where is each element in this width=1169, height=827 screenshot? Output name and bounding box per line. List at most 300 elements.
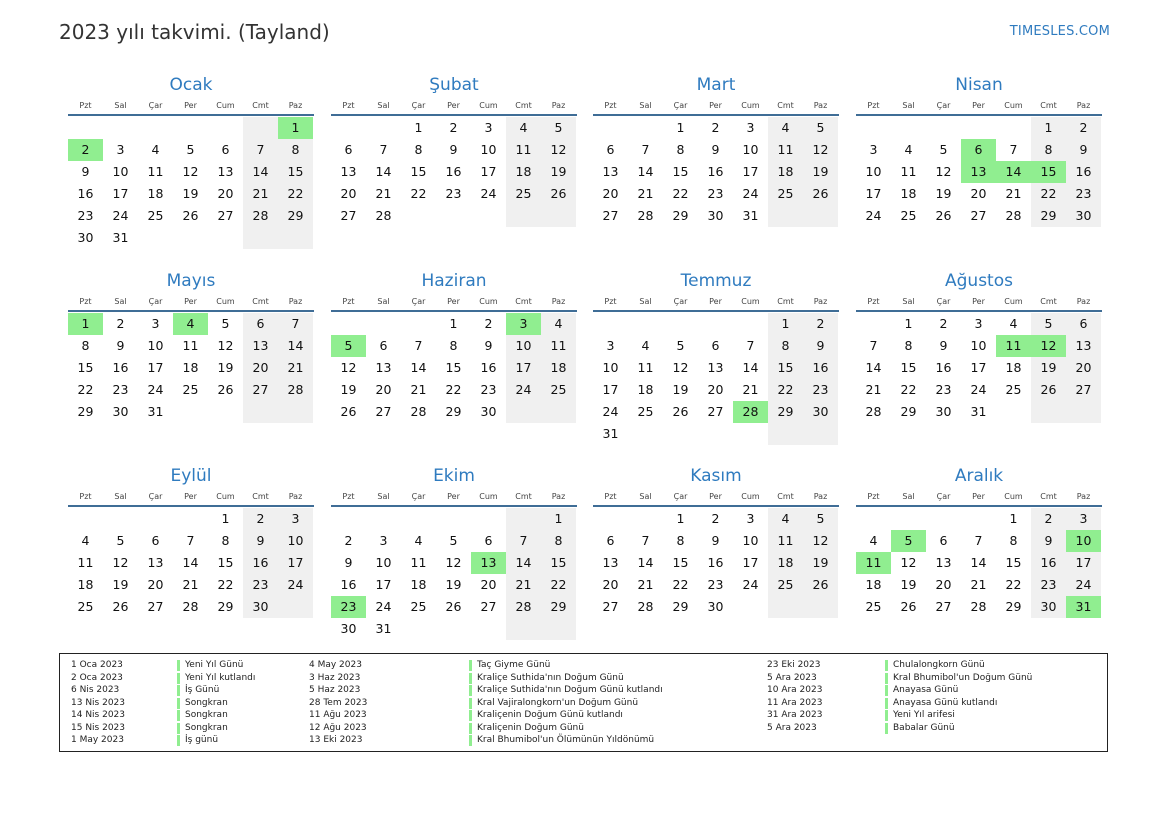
- legend-holiday-name: Kraliçenin Doğum Günü kutlandı: [477, 710, 623, 720]
- weekday-label: Çar: [673, 101, 688, 110]
- legend-holiday-name: Yeni Yıl Günü: [185, 660, 244, 670]
- day-cell: 22: [278, 183, 313, 205]
- day-cell: 15: [278, 161, 313, 183]
- day-cell: 3: [278, 508, 313, 530]
- day-cell: 4: [81, 533, 90, 548]
- day-cell: 20: [217, 186, 234, 201]
- day-cell: 11: [856, 552, 891, 574]
- weekday-label: Paz: [1076, 492, 1091, 501]
- day-cell: 28: [278, 379, 313, 401]
- empty-cell: [961, 117, 996, 139]
- weekday-label: Paz: [813, 492, 828, 501]
- day-cell: 18: [541, 357, 576, 379]
- day-cell: 6: [939, 533, 948, 548]
- day-grid: [856, 313, 1102, 423]
- day-cell: 15: [1005, 555, 1022, 570]
- weekday-label: Cmt: [252, 101, 269, 110]
- empty-cell: [663, 423, 698, 445]
- weekday-label: Sal: [114, 101, 127, 110]
- day-cell: 28: [865, 404, 882, 419]
- legend-holiday-name: Kral Bhumibol'un Doğum Günü: [893, 672, 1033, 683]
- day-cell: 5: [449, 533, 458, 548]
- empty-cell: [278, 401, 313, 423]
- month-name: Ocak: [169, 75, 213, 95]
- day-cell: 8: [676, 533, 685, 548]
- day-cell: 18: [637, 382, 654, 397]
- day-cell: 1: [1009, 511, 1018, 526]
- legend-holiday-name: Songkran: [185, 722, 228, 733]
- day-cell: 11: [410, 555, 427, 570]
- day-grid: [856, 117, 1102, 227]
- month-name: Eylül: [170, 466, 212, 486]
- day-cell: 24: [278, 574, 313, 596]
- weekday-header: [68, 491, 314, 507]
- day-cell: 22: [672, 186, 689, 201]
- empty-cell: [593, 117, 628, 139]
- weekday-label: Çar: [673, 492, 688, 501]
- day-cell: 31: [112, 230, 129, 245]
- weekday-label: Cmt: [1040, 492, 1057, 501]
- weekday-header: [593, 296, 839, 312]
- day-cell: 2: [1066, 117, 1101, 139]
- legend-date: 31 Ara 2023: [767, 710, 823, 720]
- day-cell: 27: [602, 208, 619, 223]
- weekday-label: Cum: [479, 297, 498, 306]
- day-grid: [68, 117, 314, 249]
- day-cell: 15: [77, 360, 94, 375]
- month-name: Kasım: [690, 466, 742, 486]
- weekday-header: [593, 100, 839, 116]
- legend-holiday-name: Yeni Yıl kutlandı: [185, 672, 256, 683]
- day-cell: 20: [970, 186, 987, 201]
- day-grid: [331, 117, 577, 227]
- day-cell: 21: [865, 382, 882, 397]
- weekday-header: [68, 100, 314, 116]
- day-cell: 8: [221, 533, 230, 548]
- day-cell: 26: [182, 208, 199, 223]
- empty-cell: [803, 596, 838, 618]
- empty-cell: [366, 313, 401, 335]
- weekday-label: Çar: [411, 101, 426, 110]
- day-cell: 27: [243, 379, 278, 401]
- empty-cell: [768, 596, 803, 618]
- day-cell: 13: [1066, 335, 1101, 357]
- weekday-label: Pzt: [79, 297, 92, 306]
- day-cell: 24: [602, 404, 619, 419]
- day-cell: 10: [147, 338, 164, 353]
- weekday-label: Per: [709, 297, 722, 306]
- empty-cell: [366, 508, 401, 530]
- month-6: [331, 268, 577, 423]
- weekday-label: Çar: [411, 297, 426, 306]
- day-cell: 17: [112, 186, 129, 201]
- month-1: [68, 72, 314, 249]
- day-cell: 24: [742, 577, 759, 592]
- month-10: [331, 463, 577, 640]
- day-cell: 12: [445, 555, 462, 570]
- day-cell: 3: [151, 316, 160, 331]
- day-cell: 20: [480, 577, 497, 592]
- empty-cell: [628, 508, 663, 530]
- legend-holiday-name: Songkran: [185, 697, 228, 708]
- day-cell: 16: [707, 555, 724, 570]
- day-cell: 25: [410, 599, 427, 614]
- day-cell: 19: [182, 186, 199, 201]
- empty-cell: [593, 508, 628, 530]
- month-2: [331, 72, 577, 227]
- day-cell: 26: [340, 404, 357, 419]
- weekday-header: [331, 296, 577, 312]
- day-cell: 14: [375, 164, 392, 179]
- legend-date: 11 Ağu 2023: [309, 710, 367, 720]
- legend-date: 10 Ara 2023: [767, 685, 823, 695]
- day-cell: 22: [410, 186, 427, 201]
- day-cell: 23: [1066, 183, 1101, 205]
- day-cell: 25: [182, 382, 199, 397]
- day-cell: 13: [217, 164, 234, 179]
- day-cell: 20: [1066, 357, 1101, 379]
- legend-date: 5 Haz 2023: [309, 685, 361, 695]
- empty-cell: [506, 205, 541, 227]
- day-cell: 19: [1031, 357, 1066, 379]
- day-cell: 30: [803, 401, 838, 423]
- day-cell: 20: [602, 186, 619, 201]
- weekday-label: Cum: [1004, 101, 1023, 110]
- empty-cell: [243, 117, 278, 139]
- day-cell: 9: [484, 338, 493, 353]
- day-cell: 27: [935, 599, 952, 614]
- weekday-label: Cmt: [515, 492, 532, 501]
- weekday-label: Cmt: [1040, 101, 1057, 110]
- day-cell: 20: [147, 577, 164, 592]
- day-cell: 30: [243, 596, 278, 618]
- day-cell: 7: [746, 338, 755, 353]
- day-cell: 13: [147, 555, 164, 570]
- weekday-label: Çar: [148, 297, 163, 306]
- day-cell: 27: [480, 599, 497, 614]
- empty-cell: [733, 596, 768, 618]
- day-cell: 11: [996, 335, 1031, 357]
- weekday-label: Cmt: [777, 101, 794, 110]
- legend-entry: [767, 684, 1032, 697]
- legend-holiday-name: İş Günü: [185, 685, 220, 695]
- day-cell: 28: [375, 208, 392, 223]
- legend-holiday-name: Kraliçe Suthida'nın Doğum Günü kutlandı: [477, 685, 663, 695]
- legend-entry: [309, 697, 663, 710]
- weekday-label: Paz: [288, 492, 303, 501]
- weekday-label: Çar: [936, 297, 951, 306]
- day-cell: 21: [742, 382, 759, 397]
- day-cell: 12: [935, 164, 952, 179]
- day-cell: 7: [186, 533, 195, 548]
- day-cell: 28: [182, 599, 199, 614]
- day-cell: 16: [445, 164, 462, 179]
- day-cell: 20: [375, 382, 392, 397]
- day-cell: 14: [865, 360, 882, 375]
- empty-cell: [506, 508, 541, 530]
- weekday-label: Çar: [936, 101, 951, 110]
- weekday-label: Paz: [813, 101, 828, 110]
- holiday-marker: [885, 685, 888, 696]
- day-cell: 23: [77, 208, 94, 223]
- day-cell: 23: [707, 577, 724, 592]
- legend-holiday-name: Kral Vajiralongkorn'un Doğum Günü: [477, 697, 639, 708]
- legend-entry: [309, 722, 663, 735]
- day-cell: 19: [803, 552, 838, 574]
- day-cell: 21: [182, 577, 199, 592]
- day-cell: 1: [414, 120, 423, 135]
- weekday-label: Sal: [639, 492, 652, 501]
- legend-entry: [767, 659, 1032, 672]
- day-cell: 21: [375, 186, 392, 201]
- month-name: Ağustos: [945, 271, 1013, 291]
- day-cell: 29: [1005, 599, 1022, 614]
- weekday-label: Paz: [813, 297, 828, 306]
- weekday-label: Per: [184, 297, 197, 306]
- weekday-header: [331, 100, 577, 116]
- day-cell: 2: [711, 511, 720, 526]
- weekday-label: Çar: [936, 492, 951, 501]
- empty-cell: [436, 205, 471, 227]
- legend-entry: [767, 672, 1032, 685]
- month-name: Temmuz: [680, 271, 752, 291]
- legend-entry: [309, 734, 663, 747]
- weekday-label: Çar: [148, 492, 163, 501]
- weekday-label: Pzt: [79, 101, 92, 110]
- day-grid: [68, 508, 314, 618]
- weekday-label: Pzt: [604, 492, 617, 501]
- empty-cell: [68, 508, 103, 530]
- day-cell: 10: [480, 142, 497, 157]
- day-cell: 29: [278, 205, 313, 227]
- day-cell: 3: [869, 142, 878, 157]
- day-cell: 16: [935, 360, 952, 375]
- day-cell: 25: [768, 183, 803, 205]
- day-cell: 4: [414, 533, 423, 548]
- day-cell: 10: [742, 142, 759, 157]
- day-cell: 13: [602, 164, 619, 179]
- day-cell: 12: [803, 530, 838, 552]
- brand-link[interactable]: TIMESLES.COM: [1009, 24, 1110, 39]
- day-cell: 19: [935, 186, 952, 201]
- holiday-marker: [469, 723, 472, 734]
- legend-date: 6 Nis 2023: [71, 685, 120, 695]
- day-cell: 11: [147, 164, 164, 179]
- day-cell: 18: [506, 161, 541, 183]
- day-cell: 25: [147, 208, 164, 223]
- day-cell: 20: [340, 186, 357, 201]
- weekday-label: Cum: [479, 492, 498, 501]
- day-cell: 2: [243, 508, 278, 530]
- weekday-label: Pzt: [867, 101, 880, 110]
- legend-holiday-name: Anayasa Günü kutlandı: [893, 697, 998, 708]
- day-cell: 8: [1009, 533, 1018, 548]
- legend-entry: [767, 697, 1032, 710]
- day-cell: 29: [77, 404, 94, 419]
- empty-cell: [856, 508, 891, 530]
- day-cell: 7: [379, 142, 388, 157]
- empty-cell: [891, 508, 926, 530]
- day-cell: 3: [379, 533, 388, 548]
- day-cell: 4: [869, 533, 878, 548]
- day-cell: 23: [480, 382, 497, 397]
- weekday-label: Pzt: [604, 101, 617, 110]
- day-cell: 2: [484, 316, 493, 331]
- day-cell: 26: [803, 183, 838, 205]
- weekday-label: Cum: [479, 101, 498, 110]
- day-cell: 18: [410, 577, 427, 592]
- weekday-label: Sal: [377, 492, 390, 501]
- weekday-label: Pzt: [867, 297, 880, 306]
- day-cell: 14: [637, 164, 654, 179]
- empty-cell: [926, 117, 961, 139]
- month-name: Ekim: [433, 466, 475, 486]
- day-cell: 26: [541, 183, 576, 205]
- legend-holiday-name: Songkran: [185, 710, 228, 720]
- empty-cell: [138, 117, 173, 139]
- day-cell: 9: [1031, 530, 1066, 552]
- holiday-marker: [469, 698, 472, 709]
- legend-entry: [309, 709, 663, 722]
- day-cell: 8: [904, 338, 913, 353]
- day-cell: 22: [217, 577, 234, 592]
- day-cell: 22: [768, 379, 803, 401]
- empty-cell: [138, 508, 173, 530]
- day-cell: 2: [803, 313, 838, 335]
- weekday-label: Cmt: [252, 297, 269, 306]
- day-cell: 6: [243, 313, 278, 335]
- empty-cell: [698, 423, 733, 445]
- day-cell: 13: [961, 161, 996, 183]
- weekday-label: Paz: [551, 297, 566, 306]
- weekday-label: Cum: [1004, 297, 1023, 306]
- day-cell: 7: [974, 533, 983, 548]
- day-cell: 1: [278, 117, 313, 139]
- day-cell: 7: [641, 142, 650, 157]
- day-cell: 3: [746, 120, 755, 135]
- weekday-label: Sal: [902, 297, 915, 306]
- day-cell: 7: [641, 533, 650, 548]
- day-cell: 25: [865, 599, 882, 614]
- weekday-label: Cum: [216, 492, 235, 501]
- day-cell: 16: [112, 360, 129, 375]
- legend-entry: [71, 659, 255, 672]
- day-cell: 30: [480, 404, 497, 419]
- legend-entry: [309, 684, 663, 697]
- month-name: Nisan: [955, 75, 1003, 95]
- empty-cell: [278, 227, 313, 249]
- day-cell: 19: [445, 577, 462, 592]
- legend-date: 13 Eki 2023: [309, 735, 363, 745]
- day-cell: 19: [340, 382, 357, 397]
- day-cell: 17: [970, 360, 987, 375]
- day-cell: 27: [970, 208, 987, 223]
- weekday-label: Paz: [551, 101, 566, 110]
- day-cell: 25: [77, 599, 94, 614]
- day-cell: 17: [865, 186, 882, 201]
- weekday-label: Per: [184, 492, 197, 501]
- weekday-label: Cmt: [1040, 297, 1057, 306]
- empty-cell: [331, 508, 366, 530]
- day-cell: 10: [278, 530, 313, 552]
- weekday-label: Paz: [551, 492, 566, 501]
- day-cell: 18: [865, 577, 882, 592]
- day-cell: 1: [676, 511, 685, 526]
- day-cell: 13: [375, 360, 392, 375]
- day-cell: 24: [865, 208, 882, 223]
- empty-cell: [243, 227, 278, 249]
- weekday-label: Per: [972, 492, 985, 501]
- day-cell: 10: [602, 360, 619, 375]
- weekday-label: Sal: [902, 101, 915, 110]
- legend-entry: [767, 709, 1032, 722]
- empty-cell: [926, 508, 961, 530]
- legend-date: 5 Ara 2023: [767, 722, 817, 733]
- day-cell: 16: [480, 360, 497, 375]
- empty-cell: [803, 205, 838, 227]
- holiday-marker: [885, 660, 888, 671]
- empty-cell: [856, 313, 891, 335]
- empty-cell: [173, 401, 208, 423]
- day-cell: 25: [637, 404, 654, 419]
- day-cell: 21: [278, 357, 313, 379]
- day-cell: 5: [803, 508, 838, 530]
- day-cell: 30: [112, 404, 129, 419]
- day-cell: 4: [641, 338, 650, 353]
- day-cell: 4: [506, 117, 541, 139]
- day-cell: 19: [217, 360, 234, 375]
- empty-cell: [208, 117, 243, 139]
- month-5: [68, 268, 314, 423]
- empty-cell: [803, 423, 838, 445]
- day-cell: 19: [803, 161, 838, 183]
- day-cell: 28: [1005, 208, 1022, 223]
- holiday-marker: [177, 735, 180, 746]
- day-cell: 14: [970, 555, 987, 570]
- weekday-label: Cum: [741, 492, 760, 501]
- empty-cell: [278, 596, 313, 618]
- day-cell: 22: [900, 382, 917, 397]
- day-cell: 23: [1031, 574, 1066, 596]
- day-cell: 16: [77, 186, 94, 201]
- day-cell: 10: [742, 533, 759, 548]
- day-cell: 14: [278, 335, 313, 357]
- day-cell: 15: [541, 552, 576, 574]
- day-cell: 21: [1005, 186, 1022, 201]
- day-cell: 9: [81, 164, 90, 179]
- day-cell: 15: [445, 360, 462, 375]
- day-cell: 22: [445, 382, 462, 397]
- day-cell: 24: [742, 186, 759, 201]
- weekday-label: Per: [709, 492, 722, 501]
- day-cell: 8: [1031, 139, 1066, 161]
- day-cell: 16: [1031, 552, 1066, 574]
- empty-cell: [733, 423, 768, 445]
- day-cell: 6: [221, 142, 230, 157]
- day-cell: 5: [541, 117, 576, 139]
- weekday-label: Sal: [377, 297, 390, 306]
- empty-cell: [593, 313, 628, 335]
- day-cell: 7: [506, 530, 541, 552]
- weekday-label: Pzt: [342, 297, 355, 306]
- day-cell: 24: [506, 379, 541, 401]
- day-cell: 12: [1031, 335, 1066, 357]
- day-cell: 29: [900, 404, 917, 419]
- day-cell: 9: [449, 142, 458, 157]
- day-cell: 7: [278, 313, 313, 335]
- empty-cell: [243, 401, 278, 423]
- day-cell: 8: [676, 142, 685, 157]
